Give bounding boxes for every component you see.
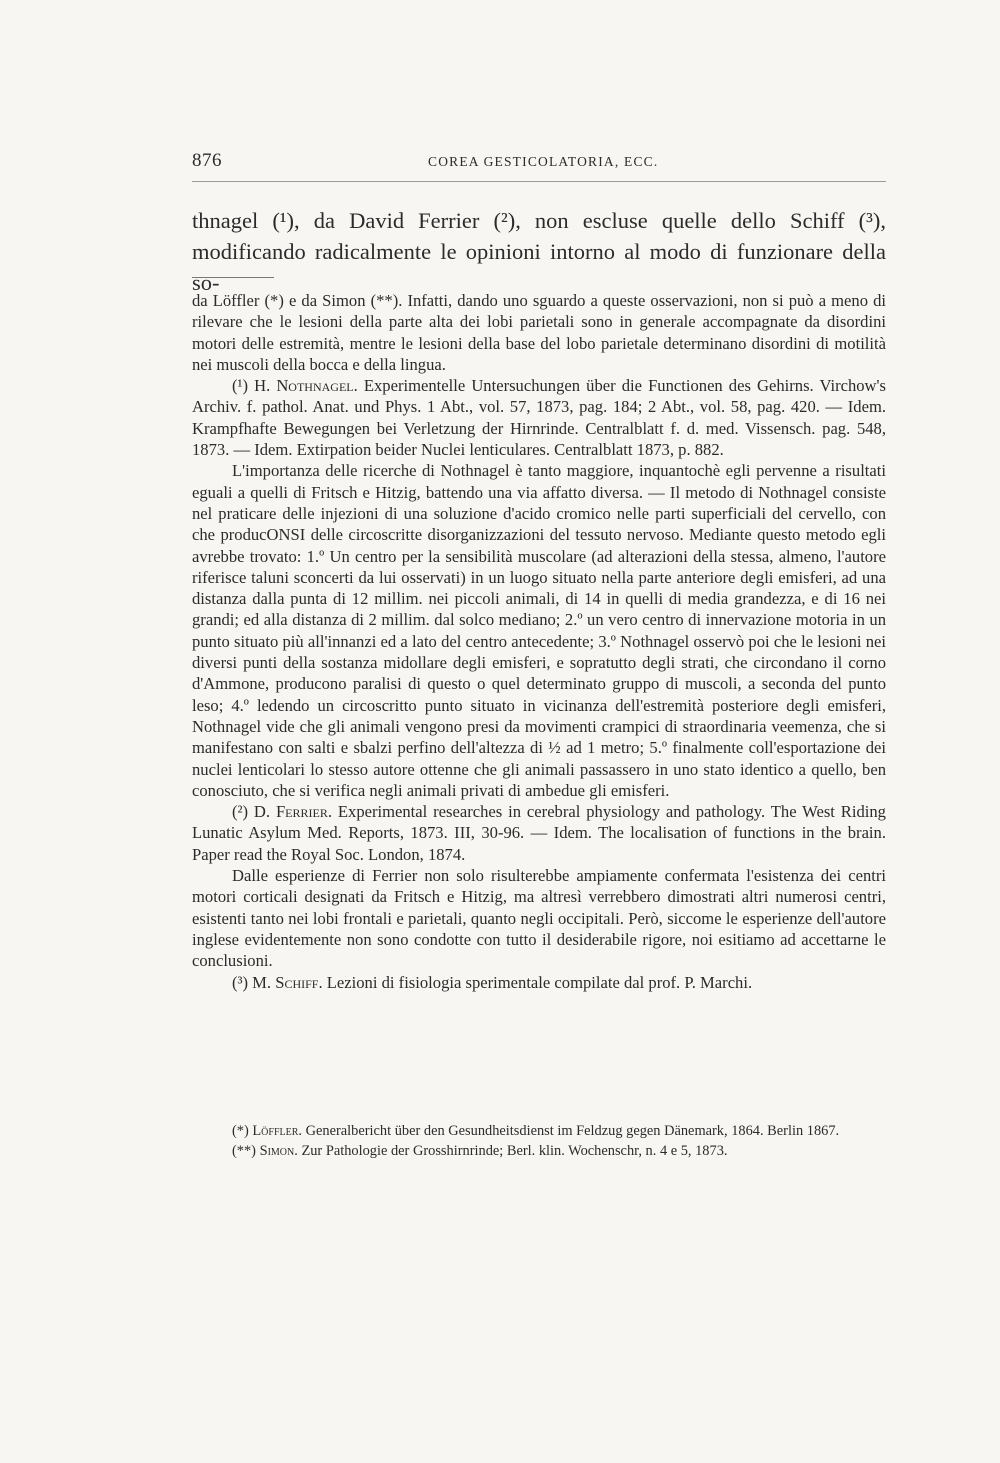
page-number: 876 [192, 150, 222, 171]
page-header [192, 150, 886, 182]
sub-footnote-b-author: Simon [259, 1142, 295, 1159]
footnote-1-text: . Experimentelle Untersuchungen über die Functionen des Gehirns. Virchow's Archiv. f. pathol. Anat. und Phys. 1 Abt., vol. 57, 1873, pag. 184; 2 Abt., vol. 58, pag. 420. — Idem. Krampfhafte Bewegungen bei Verletzung der Hirnrinde. Centralblatt f. d. med. Vissensch. pag. 548, 1873. — Idem. Extirpation beider Nuclei lenticulares. Centralblatt 1873, p. 882. [192, 376, 886, 460]
footnote-2-text: . Experimental researches in cerebral physiology and pathology. The West Riding Lunatic Asylum Med. Reports, 1873. III, 30-96. — Idem. The localisation of functions in the brain. Paper read the Royal Soc. London, 1874. [192, 802, 886, 864]
sub-footnote-b-text: . Zur Pathologie der Grosshirnrinde; Berl. klin. Wochenschr, n. 4 e 5, 1873. [294, 1142, 728, 1159]
main-text-paragraph: thnagel (¹), da David Ferrier (²), non escluse quelle dello Schiff (³), modificando radicalmente le opinioni intorno al modo di funzionare della so- [192, 208, 886, 295]
sub-footnote-b-marker: (**) [232, 1142, 260, 1159]
footnote-paragraph-1: L'importanza delle ricerche di Nothnagel è tanto maggiore, inquantochè egli pervenne a risultati eguali a quelli di Fritsch e Hitzig, battendo una via affatto diversa. — Il metodo di Nothnagel consiste nel praticare delle injezioni di una soluzione d'acido cromico nelle parti superficiali del cervello, con che producONSI delle circoscritte disorganizzazioni del tessuto nervoso. Mediante questo metodo egli avrebbe trovato: 1.º Un centro per la sensibilità muscolare (ad alterazioni della stessa, almeno, l'autore riferisce taluni sconcerti da lui osservati) in un luogo situato nella parte anteriore degli emisferi, ad una distanza dalla punta di 12 millim. nei piccoli animali, di 14 in quelli di media grandezza, e di 16 nei grandi; ed alla distanza di 2 millim. dal solco mediano; 2.º un vero centro di innervazione motoria in un punto situato più all'innanzi ed a lato del centro antecedente; 3.º Nothnagel osservò poi che le lesioni nei diversi punti della sostanza midollare degli emisferi, e sopratutto degli strati, che circondano il corno d'Ammone, producono paralisi di questo o quel determinato gruppo di muscoli, a seconda del punto leso; 4.º ledendo un circoscritto punto situato in vicinanza dell'estremità posteriore degli emisferi, Nothnagel vide che gli animali vengono presi da movimenti crampici di straordinaria veemenza, che si manifestano con salti e sbalzi perfino dell'altezza di ½ ad 1 metro; 5.º finalmente coll'esportazione dei nuclei lenticolari lo stesso autore ottenne che gli animali passassero in uno stato identico a quello, ben conosciuto, che si verifica negli animali privati di ambedue gli emisferi. [192, 461, 886, 800]
header-rule [192, 181, 886, 182]
footnote-1-marker: (¹) H. [232, 376, 277, 396]
footnote-3-text: . Lezioni di fisiologia sperimentale compilate dal prof. P. Marchi. [318, 972, 753, 992]
footnote-3 [192, 972, 886, 993]
sub-footnote-a-text: . Generalbericht über den Gesundheitsdienst im Feldzug gegen Dänemark, 1864. Berlin 1867. [298, 1123, 840, 1139]
footnote-2-author: Ferrier [275, 802, 328, 822]
sub-footnotes-block [192, 1122, 886, 1161]
footnote-paragraph-2: Dalle esperienze di Ferrier non solo risulterebbe ampiamente confermata l'esistenza dei centri motori corticali designati da Fritsch e Hitzig, ma altresì verrebbero dimostrati altri numerosi centri, esistenti tanto nei lobi frontali e parietali, quanto negli occipitali. Però, siccome le esperienze dell'autore inglese evidentemente non sono condotte con tutto il desiderabile rigore, noi esitiamo ad accettarne le conclusioni. [192, 866, 886, 971]
sub-footnote-a-author: Löffler [252, 1123, 299, 1139]
footnotes-block [192, 290, 886, 993]
footnote-1-author: Nothnagel [276, 376, 354, 396]
footnote-3-author: Schiff [275, 972, 319, 992]
footnote-2 [192, 801, 886, 865]
sub-footnote-b [192, 1142, 886, 1162]
footnote-1 [192, 375, 886, 460]
footnote-separator-rule [192, 277, 274, 278]
footnote-2-marker: (²) D. [232, 802, 276, 822]
sub-footnote-a [192, 1122, 886, 1142]
footnote-continuation: da Löffler (*) e da Simon (**). Infatti, dando uno sguardo a queste osservazioni, non si può a meno di rilevare che le lesioni della parte alta dei lobi parietali sono in generale accompagnate da disordini motori delle estremità, mentre le lesioni della base del lobo parietale determinano disordini di motilità nei muscoli della bocca e della lingua. [192, 291, 886, 374]
footnote-3-marker: (³) M. [232, 972, 276, 992]
running-title: COREA GESTICOLATORIA, ECC. [428, 154, 659, 169]
sub-footnote-a-marker: (*) [232, 1123, 253, 1139]
